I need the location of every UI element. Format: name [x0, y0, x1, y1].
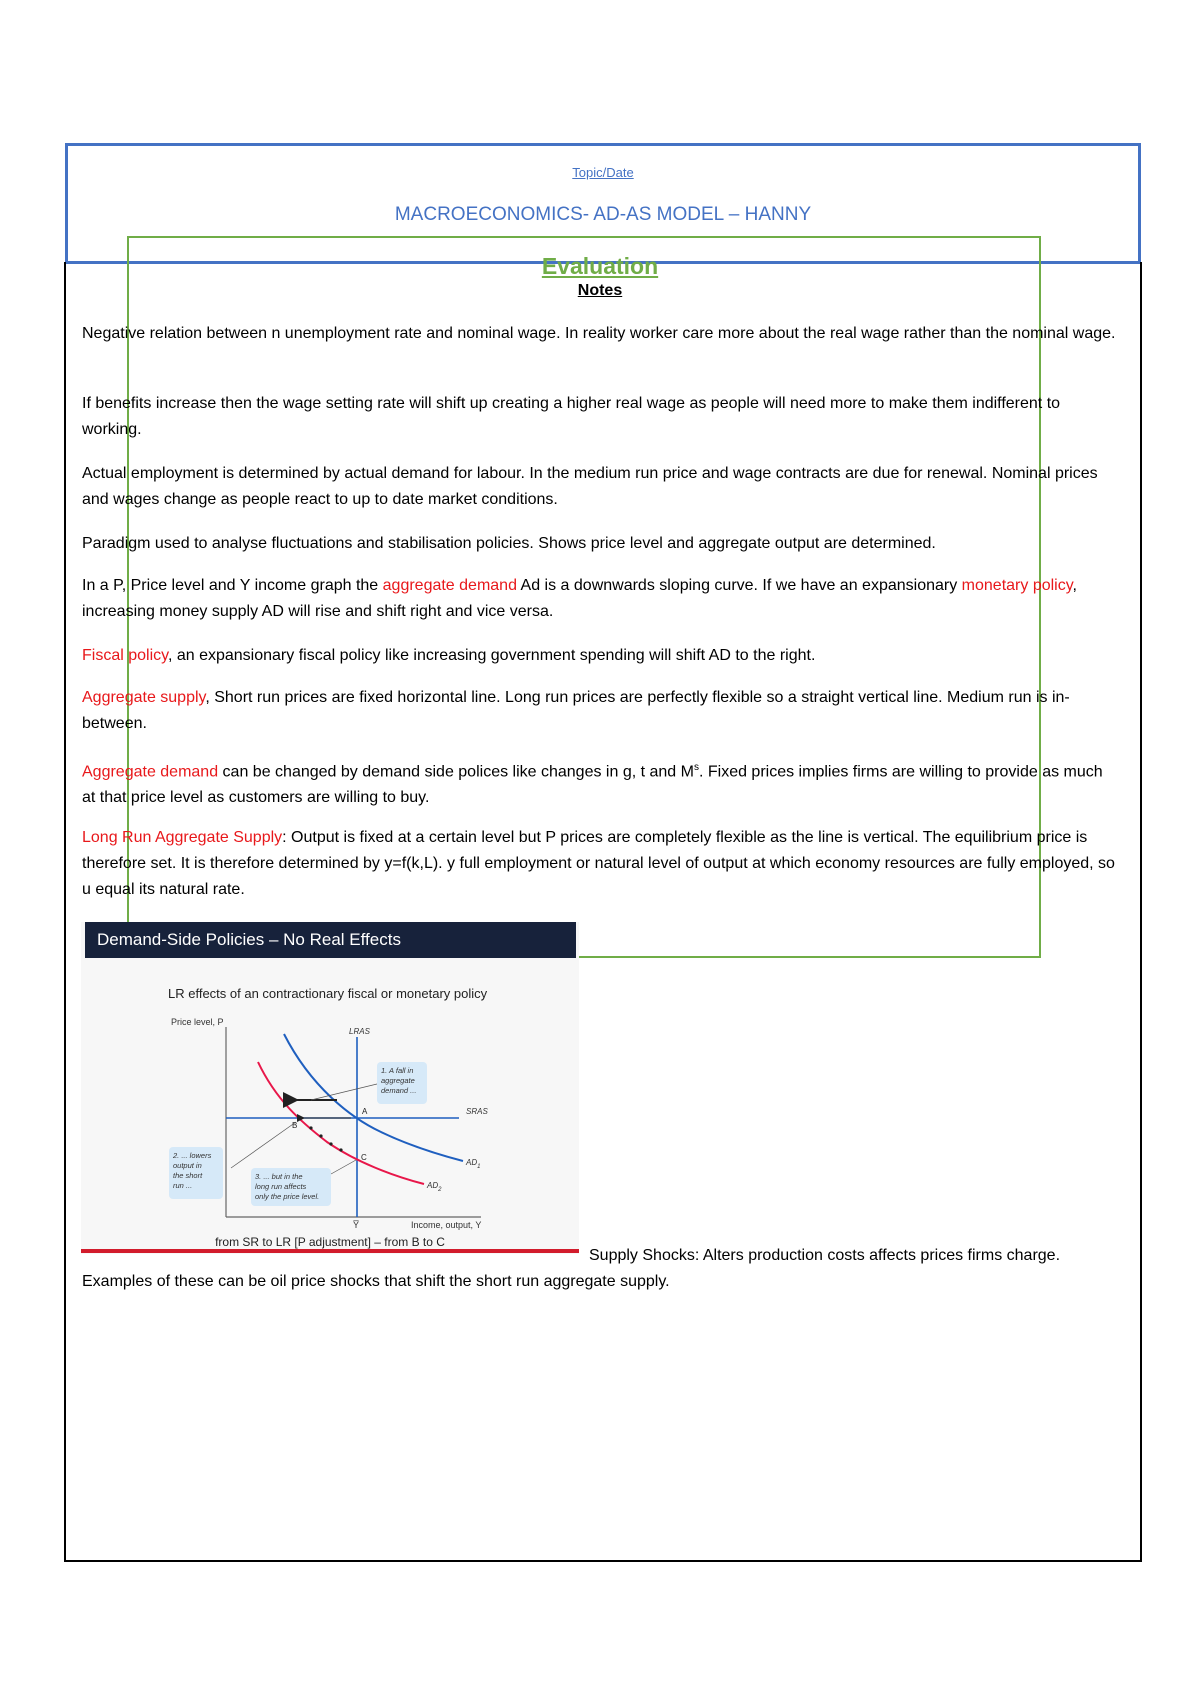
note1-line-2: aggregate [381, 1076, 415, 1085]
note3-line-3: only the price level. [255, 1192, 320, 1201]
highlight-fiscal-policy: Fiscal policy [82, 647, 168, 664]
sras-label: SRAS [466, 1107, 488, 1116]
ad1-label [465, 1158, 480, 1170]
text-run: . Fixed prices implies firms are willing to provide as much at that price level as customers are willing to buy. [82, 763, 1103, 807]
ad1-curve [284, 1034, 463, 1161]
note2-line-4: run ... [173, 1181, 193, 1190]
ad2-label-sub: 2 [438, 1187, 442, 1193]
highlight-aggregate-demand-2: Aggregate demand [82, 763, 219, 781]
paragraph-employment: Actual employment is determined by actual demand for labour. In the medium run price and wage contracts are due for renewal. Nominal prices and wages change as people react to up to date market conditions. [82, 465, 1098, 508]
note1-line-1: 1. A fall in [381, 1066, 414, 1075]
text-run: In a P, Price level and Y income graph the [82, 577, 383, 594]
note2-line-3: the short [173, 1171, 203, 1180]
figure-caption: from SR to LR [P adjustment] – from B to C [215, 1235, 445, 1249]
note2-line-2: output in [173, 1161, 202, 1170]
text-run: , an expansionary fiscal policy like increasing government spending will shift AD to the right. [167, 647, 816, 664]
highlight-lras: Long Run Aggregate Supply [82, 829, 283, 846]
ybar-label: Y̅ [353, 1220, 360, 1230]
demand-side-policies-figure [81, 922, 579, 1254]
paragraph-aggregate-supply [82, 685, 1117, 737]
note2-pointer [231, 1122, 296, 1168]
ad1-label-sub: 1 [477, 1164, 481, 1170]
path-dot [329, 1142, 332, 1145]
topic-date-label: Topic/Date [572, 165, 634, 180]
path-dot [309, 1126, 312, 1129]
text-run: , Short run prices are fixed horizontal line. Long run prices are perfectly flexible so a straight vertical line. Medium run is in-between. [82, 689, 1070, 732]
y-axis-label: Price level, P [171, 1017, 224, 1027]
ad1-label-main: AD [466, 1158, 478, 1167]
paragraph-benefits: If benefits increase then the wage setting rate will shift up creating a higher real wage as people will need more to make them indifferent to working. [82, 395, 1061, 438]
paragraph-aggregate-demand-curve [82, 573, 1117, 625]
text-run: Ad is a downwards sloping curve. If we have an expansionary [516, 577, 962, 594]
ad2-label [426, 1181, 442, 1193]
point-b-label: B [292, 1121, 298, 1130]
document-title: MACROECONOMICS- AD-AS MODEL – HANNY [394, 204, 812, 225]
superscript-s: s [693, 762, 699, 773]
highlight-aggregate-demand: aggregate demand [382, 577, 517, 594]
paragraph-demand-side-policies [82, 755, 1117, 811]
paragraph-lras [82, 825, 1117, 903]
point-c-label: C [361, 1153, 367, 1162]
note3-pointer [331, 1160, 356, 1174]
paragraph-wage-relation: Negative relation between n unemployment rate and nominal wage. In reality worker care more about the real wage rather than the nominal wage. [82, 325, 1116, 342]
paragraph-paradigm: Paradigm used to analyse fluctuations and stabilisation policies. Shows price level and aggregate output are determined. [82, 535, 936, 552]
text-run: can be changed by demand side polices like changes in g, t and M [218, 763, 694, 781]
ad-as-diagram [81, 922, 579, 1254]
text-run: , increasing money supply AD will rise and shift right and vice versa. [82, 577, 1077, 620]
notes-heading: Notes [577, 282, 623, 299]
paragraph-fiscal-policy [82, 643, 1117, 669]
note3-line-2: long run affects [255, 1182, 307, 1191]
paragraph-supply-shocks [82, 1243, 1117, 1295]
highlight-aggregate-supply: Aggregate supply [82, 689, 206, 706]
x-axis-label: Income, output, Y [411, 1220, 482, 1230]
ad2-label-main: AD [427, 1181, 439, 1190]
lras-label: LRAS [349, 1027, 370, 1036]
text-run: : Output is fixed at a certain level but P prices are completely flexible as the line is vertical. The equilibrium price is therefore set. It is therefore determined by y=f(k,L). y full employment or natural level of output at which economy resources are fully employed, so u equal its natural rate. [82, 829, 1115, 898]
note2-line-1: 2. ... lowers [173, 1151, 212, 1160]
text-run: Supply Shocks: Alters production costs affects prices firms charge. Examples of these can be oil price shocks that shift the short run aggregate supply. [82, 1247, 1061, 1290]
note1-line-3: demand ... [381, 1086, 417, 1095]
figure-banner: Demand-Side Policies – No Real Effects [85, 922, 576, 958]
figure-subtitle: LR effects of an contractionary fiscal or monetary policy [168, 986, 488, 1001]
highlight-monetary-policy: monetary policy [961, 577, 1073, 594]
path-dot [319, 1134, 322, 1137]
path-dot [339, 1148, 342, 1151]
point-a-label: A [362, 1107, 368, 1116]
evaluation-heading: Evaluation [541, 253, 659, 279]
note3-line-1: 3. ... but in the [255, 1172, 303, 1181]
